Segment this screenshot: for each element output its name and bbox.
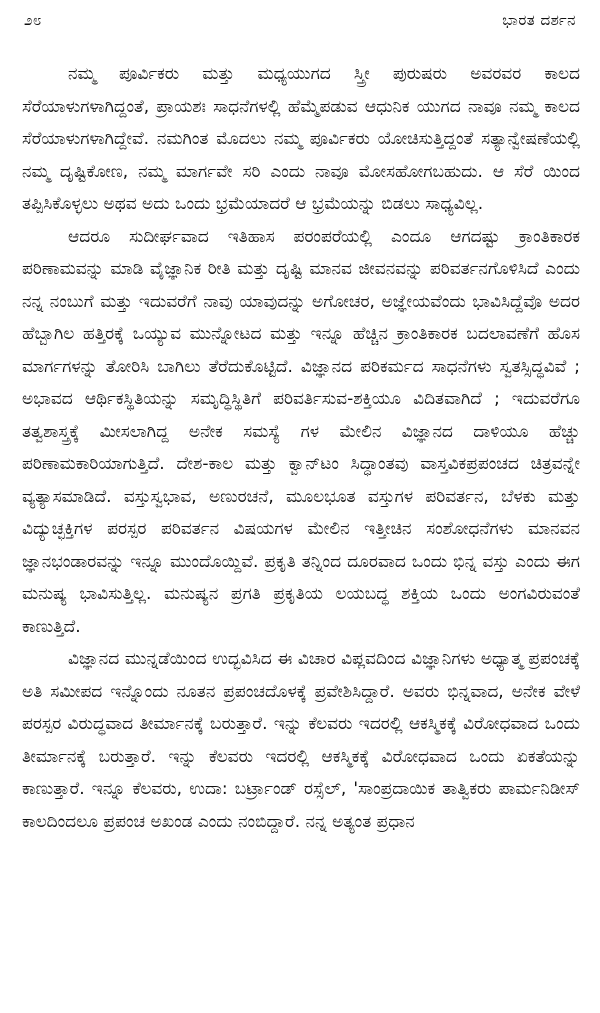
paragraph: ಆದರೂ ಸುದೀರ್ಘವಾದ ಇತಿಹಾಸ ಪರಂಪರೆಯಲ್ಲಿ ಎಂದೂ ಆಗದಷ್ಟು ಕ್ರಾಂತಿಕಾರಕ ಪರಿಣಾಮವನ್ನು ಮಾಡಿ ವೈಜ್ಞಾನಿಕ ರೀತಿ ಮತ್ತು ದೃಷ್ಟಿ ಮಾನವ ಜೀವನವನ್ನು ಪರಿವರ್ತನಗೊಳಿಸಿದೆ ಎಂದು ನನ್ನ ನಂಬುಗೆ ಮತ್ತು ಇದುವರೆಗೆ ನಾವು ಯಾವುದನ್ನು ಅಗೋಚರ, ಅಜ್ಞೇಯವೆಂದು ಭಾವಿಸಿದ್ದೆವೊ ಅದರ ಹೆಬ್ಬಾಗಿಲ ಹತ್ತಿರಕ್ಕೆ ಒಯ್ಯುವ ಮುನ್ನೋಟದ ಮತ್ತು ಇನ್ನೂ ಹೆಚ್ಚಿನ ಕ್ರಾಂತಿಕಾರಕ ಬದಲಾವಣೆಗೆ ಹೊಸ ಮಾರ್ಗಗಳನ್ನು ತೋರಿಸಿ ಬಾಗಿಲು ತೆರೆದುಕೊಟ್ಟಿದೆ. ವಿಜ್ಞಾನದ ಪರಿಕರ್ಮದ ಸಾಧನೆಗಳು ಸ್ವತಸ್ಸಿದ್ಧವಿವೆ ; ಅಭಾವದ ಆರ್ಥಿಕಸ್ಥಿತಿಯನ್ನು ಸಮೃದ್ಧಿಸ್ಥಿತಿಗೆ ಪರಿವರ್ತಿಸುವ-ಶಕ್ತಿಯೂ ವಿದಿತವಾಗಿದೆ ; ಇದುವರೆಗೂ ತತ್ವಶಾಸ್ತ್ರಕ್ಕೆ ಮೀಸಲಾಗಿದ್ದ ಅನೇಕ ಸಮಸ್ಯೆ ಗಳ ಮೇಲಿನ ವಿಜ್ಞಾನದ ದಾಳಿಯೂ ಹೆಚ್ಚು ಪರಿಣಾಮಕಾರಿಯಾಗುತ್ತಿದೆ. ದೇಶ-ಕಾಲ ಮತ್ತು ಕ್ವಾನ್‌ಟಂ ಸಿದ್ಧಾಂತವು ವಾಸ್ತವಿಕಪ್ರಪಂಚದ ಚಿತ್ರವನ್ನೇ ವ್ಯತ್ಯಾಸಮಾಡಿದೆ. ವಸ್ತುಸ್ವಭಾವ, ಅಣುರಚನೆ, ಮೂಲಭೂತ ವಸ್ತುಗಳ ಪರಿವರ್ತನ, ಬೆಳಕು ಮತ್ತು ವಿದ್ಯುಚ್ಛಕ್ತಿಗಳ ಪರಸ್ಪರ ಪರಿವರ್ತನ ವಿಷಯಗಳ ಮೇಲಿನ ಇತ್ತೀಚಿನ ಸಂಶೋಧನೆಗಳು ಮಾನವನ ಜ್ಞಾನಭಂಡಾರವನ್ನು ಇನ್ನೂ ಮುಂದೊಯ್ದಿವೆ. ಪ್ರಕೃತಿ ತನ್ನಿಂದ ದೂರವಾದ ಒಂದು ಭಿನ್ನ ವಸ್ತು ಎಂದು ಈಗ ಮನುಷ್ಯ ಭಾವಿಸುತ್ತಿಲ್ಲ. ಮನುಷ್ಯನ ಪ್ರಗತಿ ಪ್ರಕೃತಿಯ ಲಯಬದ್ಧ ಶಕ್ತಿಯ ಒಂದು ಅಂಗವಿರುವಂತೆ ಕಾಣುತ್ತಿದೆ. — [22, 226, 580, 637]
paragraph: ನಮ್ಮ ಪೂರ್ವಿಕರು ಮತ್ತು ಮಧ್ಯಯುಗದ ಸ್ತ್ರೀ ಪುರುಷರು ಅವರವರ ಕಾಲದ ಸೆರೆಯಾಳುಗಳಾಗಿದ್ದಂತೆ, ಪ್ರಾಯಶಃ ಸಾಧನೆಗಳಲ್ಲಿ ಹೆಮ್ಮೆಪಡುವ ಆಧುನಿಕ ಯುಗದ ನಾವೂ ನಮ್ಮ ಕಾಲದ ಸೆರೆಯಾಳುಗಳಾಗಿದ್ದೇವೆ. ನಮಗಿಂತ ಮೊದಲು ನಮ್ಮ ಪೂರ್ವಿಕರು ಯೋಚಿಸುತ್ತಿದ್ದಂತೆ ಸತ್ಯಾನ್ವೇಷಣೆಯಲ್ಲಿ ನಮ್ಮ ದೃಷ್ಟಿಕೋಣ, ನಮ್ಮ ಮಾರ್ಗವೇ ಸರಿ ಎಂದು ನಾವೂ ಮೋಸಹೋಗಬಹುದು. ಆ ಸೆರೆ ಯಿಂದ ತಪ್ಪಿಸಿಕೊಳ್ಳಲು ಅಥವ ಅದು ಒಂದು ಭ್ರಮೆಯಾದರೆ ಆ ಭ್ರಮೆಯನ್ನು ಬಿಡಲು ಸಾಧ್ಯವಿಲ್ಲ. — [22, 64, 580, 214]
page-body — [22, 58, 580, 838]
paragraph: ವಿಜ್ಞಾನದ ಮುನ್ನಡೆಯಿಂದ ಉದ್ಭವಿಸಿದ ಈ ವಿಚಾರ ವಿಪ್ಲವದಿಂದ ವಿಜ್ಞಾನಿಗಳು ಅಧ್ಯಾತ್ಮ ಪ್ರಪಂಚಕ್ಕೆ ಅತಿ ಸಮೀಪದ ಇನ್ನೊಂದು ನೂತನ ಪ್ರಪಂಚದೊಳಕ್ಕೆ ಪ್ರವೇಶಿಸಿದ್ದಾರೆ. ಅವರು ಭಿನ್ನವಾದ, ಅನೇಕ ವೇಳೆ ಪರಸ್ಪರ ವಿರುದ್ಧವಾದ ತೀರ್ಮಾನಕ್ಕೆ ಬರುತ್ತಾರೆ. ಇನ್ನು ಕೆಲವರು ಇದರಲ್ಲಿ ಆಕಸ್ಮಿಕಕ್ಕೆ ವಿರೋಧವಾದ ಒಂದು ತೀರ್ಮಾನಕ್ಕೆ ಬರುತ್ತಾರೆ. ಇನ್ನು ಕೆಲವರು ಇದರಲ್ಲಿ ಆಕಸ್ಮಿಕಕ್ಕೆ ವಿರೋಧವಾದ ಒಂದು ಏಕತೆಯನ್ನು ಕಾಣುತ್ತಾರೆ. ಇನ್ನೂ ಕೆಲವರು, ಉದಾ: ಬರ್ಟ್ರಾಂಡ್ ರಸ್ಸೆಲ್, 'ಸಾಂಪ್ರದಾಯಿಕ ತಾತ್ವಿಕರು ಪಾರ್ಮನಿಡೀಸ್ ಕಾಲದಿಂದಲೂ ಪ್ರಪಂಚ ಅಖಂಡ ಎಂದು ನಂಬಿದ್ದಾರೆ. ನನ್ನ ಅತ್ಯಂತ ಪ್ರಧಾನ — [22, 649, 580, 832]
running-title: ಭಾರತ ದರ್ಶನ — [502, 11, 576, 29]
page-number: ೨೮ — [24, 11, 42, 29]
page-header — [24, 8, 576, 48]
